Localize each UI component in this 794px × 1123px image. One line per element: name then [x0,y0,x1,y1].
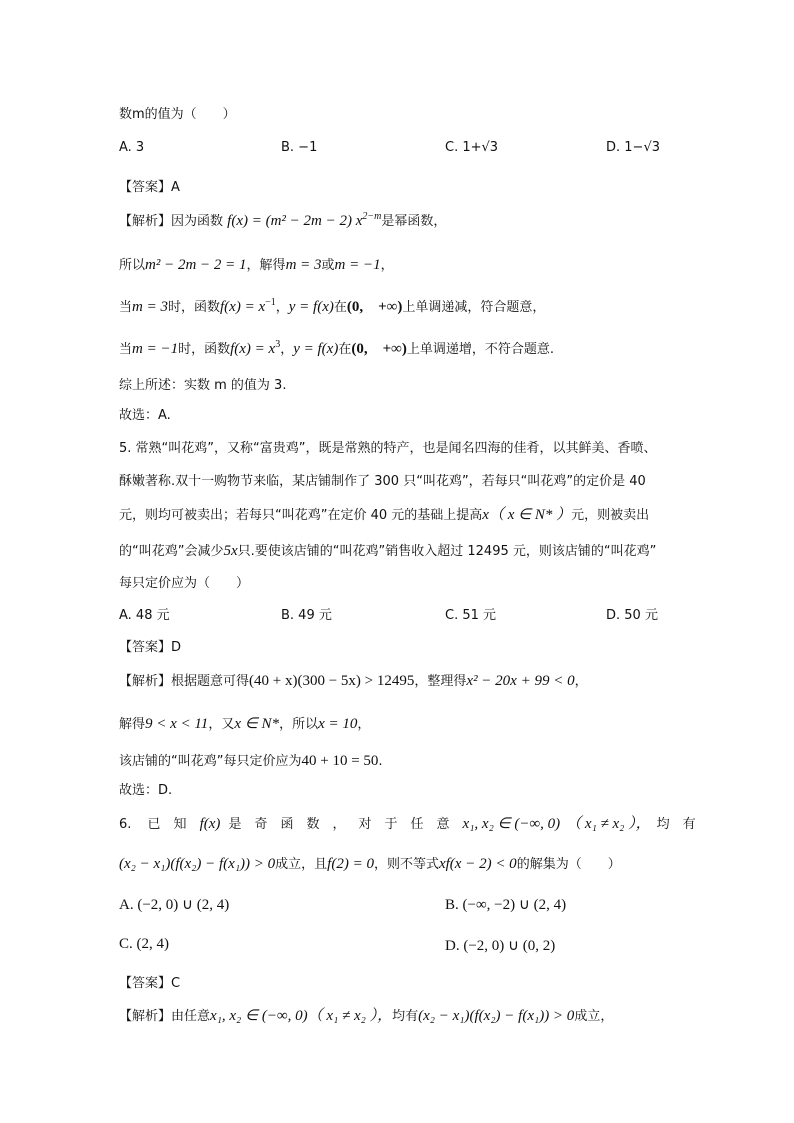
math-expression: f(x) = x [220,299,266,315]
math-exponent: 2−m [362,211,382,222]
q5-option-c: C. 51 元 [445,608,497,623]
text: 根据题意可得 [171,674,250,689]
math-condition: （ x₁ ≠ x₂ ）， [566,816,651,832]
q6-option-d [445,936,555,955]
q5-stem-line-3 [119,503,649,524]
text: 上单调递减，符合题意， [402,300,546,315]
math-exponent: 3 [275,339,281,350]
math-expression: (x₂ − x₁)(f(x₂) − f(x₁)) > 0 [119,856,276,872]
text: ， [357,717,371,732]
analysis-label: 【解析】 [119,674,172,689]
q4-analysis-line-2 [119,254,394,274]
text: 因为函数 [171,214,224,229]
text: 的“叫花鸡”会减少 [119,544,224,559]
text: 时，函数 [178,342,231,357]
analysis-label: 【解析】 [119,1009,172,1024]
option-text: B. (−∞, −2) ∪ (2, 4) [445,897,567,913]
math-interval: (0, +∞) [346,299,403,315]
text: . [378,754,383,769]
math-expression: f(x) = (m² − 2m − 2) x [227,213,363,229]
math-expression: m = 3 [285,257,322,273]
q5-analysis-line-2 [119,713,370,733]
text: ，又 [208,717,235,732]
text: 是奇函数，对于任意 [228,817,463,832]
text: 只.要使该店铺的“叫花鸡”销售收入超过 12495 元，则该店铺的“叫花鸡” [237,544,657,559]
text: 上单调递增，不符合题意. [406,342,554,357]
q5-answer: 【答案】D [119,640,182,655]
text: 由任意 [171,1009,211,1024]
math-expression: 9 < x < 11 [145,716,209,732]
text: 均有 [656,817,709,832]
q6-option-c [119,936,169,953]
text: 是幂函数， [381,214,447,229]
text: 在 [333,300,347,315]
math-expression: m = −1 [334,257,381,273]
q6-option-a [119,895,229,914]
text: ，则不等式 [373,857,439,872]
text: 该店铺的“叫花鸡”每只定价应为 [119,754,302,769]
q5-analysis-line-1 [119,670,588,690]
q4-stem-tail: 数m的值为（ ） [119,107,236,122]
text: 所以 [119,258,146,273]
q4-answer: 【答案】A [119,180,180,195]
q6-analysis-line-1 [119,1004,613,1025]
q6-answer: 【答案】C [119,976,181,991]
text: 成立，且 [275,857,328,872]
q5-stem-line-4 [119,540,656,560]
text: ，所以 [279,717,319,732]
q6-stem-line-1 [119,812,709,833]
text: 均有 [392,1009,419,1024]
text: 元，则均可被卖出；若每只“叫花鸡”在定价 40 元的基础上提高 [119,508,483,523]
text: 或 [321,258,335,273]
q4-analysis-line-4 [119,337,554,358]
q5-option-b: B. 49 元 [281,608,332,623]
q5-choose: 故选：D. [119,783,173,798]
text: ， [275,300,289,315]
q4-option-b: B. −1 [281,140,318,155]
math-expression: xf(x − 2) < 0 [438,856,517,872]
math-interval: (0, +∞) [351,341,407,357]
math-expression: f(x) = x [230,341,276,357]
math-expression: m² − 2m − 2 = 1 [145,257,247,273]
q4-choose: 故选：A. [119,408,171,423]
math-expression: 40 + 10 = 50 [301,753,379,769]
math-expression: (x₂ − x₁)(f(x₂) − f(x₁)) > 0 [418,1008,575,1024]
question-number: 6. [119,817,132,832]
math-expression: m = −1 [132,341,179,357]
text: 的解集为（ ） [516,857,621,872]
q4-option-c: C. 1+√3 [445,140,499,155]
q6-option-b [445,895,566,914]
math-expression: y = f(x) [293,341,339,357]
q4-option-a: A. 3 [119,140,145,155]
text: ，整理得 [414,674,467,689]
q5-stem-line-1: 5. 常熟“叫花鸡”，又称“富贵鸡”，既是常熟的特产，也是闻名四海的佳肴，以其鲜美、香喷、 [119,441,657,456]
text: 元，则被卖出 [571,508,650,523]
q5-option-d: D. 50 元 [606,608,658,623]
option-text: C. (2, 4) [119,936,169,952]
option-text: D. (−2, 0) ∪ (0, 2) [445,938,556,954]
math-expression: x₁, x₂ ∈ (−∞, 0) [462,816,561,832]
analysis-label: 【解析】 [119,214,172,229]
math-expression: f(x) [199,816,221,832]
math-expression: m = 3 [132,299,168,315]
q5-option-a: A. 48 元 [119,608,170,623]
q4-option-d: D. 1−√3 [606,140,660,155]
text: 在 [338,342,352,357]
q4-analysis-line-3 [119,295,545,316]
math-expression: y = f(x) [288,299,334,315]
math-expression: (40 + x)(300 − 5x) > 12495 [249,673,415,689]
math-expression: x = 10 [318,716,358,732]
text: 已知 [147,817,200,832]
text: ， [280,342,294,357]
q4-summary: 综上所述：实数 m 的值为 3. [119,378,287,393]
q6-stem-line-2 [119,853,621,873]
q4-analysis-line-1 [119,210,446,230]
text: ， [380,258,394,273]
text: 解得 [119,717,146,732]
math-expression: x ∈ N* [234,716,280,732]
math-expression: f(2) = 0 [327,856,374,872]
text: 当 [119,300,133,315]
q5-stem-line-2: 酥嫩著称.双十一购物节来临，某店铺制作了 300 只“叫花鸡”，若每只“叫花鸡”的定价是 40 [119,474,646,489]
text: ，解得 [246,258,286,273]
text: 成立， [574,1009,614,1024]
q5-analysis-line-3 [119,750,383,770]
q5-stem-line-5: 每只定价应为（ ） [119,576,250,591]
math-exponent: −1 [265,297,276,308]
math-condition: （ x₁ ≠ x₂ ）， [307,1008,393,1024]
text: ， [574,674,588,689]
math-expression: x₁, x₂ ∈ (−∞, 0) [210,1008,308,1024]
math-expression: x（ x ∈ N* ） [482,507,572,523]
option-text: A. (−2, 0) ∪ (2, 4) [119,897,230,913]
text: 当 [119,342,133,357]
math-expression: 5x [223,543,238,559]
math-expression: x² − 20x + 99 < 0 [466,673,575,689]
text: 时，函数 [167,300,220,315]
